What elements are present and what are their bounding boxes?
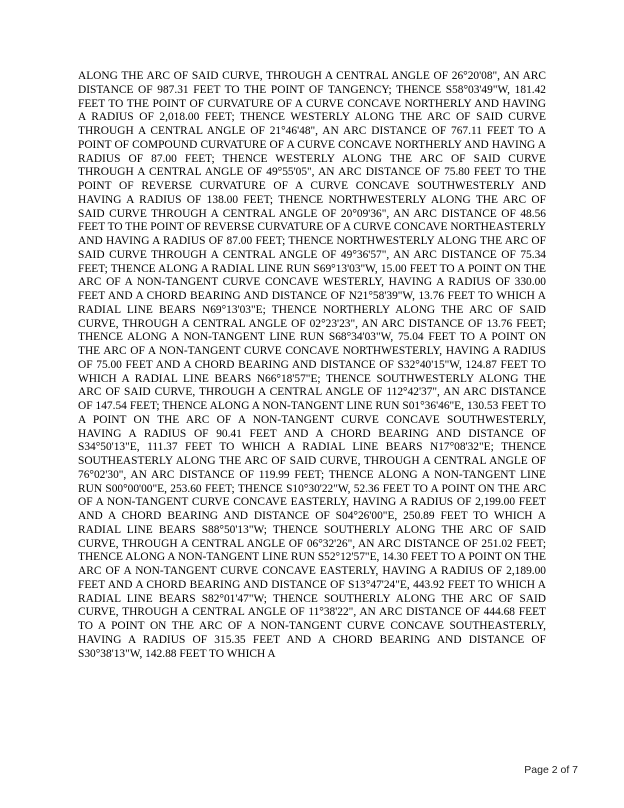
legal-description-text: ALONG THE ARC OF SAID CURVE, THROUGH A CENTRAL ANGLE OF 26°20'08", AN ARC DISTANCE OF 987.31 FEET TO THE POINT OF TANGENCY; THENCE S58°03'49"W, 181.42 FEET TO THE POINT OF CURVATURE OF A CURVE CONCAVE NORTHERLY AND HAVING A RADIUS OF 2,018.00 FEET; THENCE WESTERLY ALONG THE ARC OF SAID CURVE THROUGH A CENTRAL ANGLE OF 21°46'48", AN ARC DISTANCE OF 767.11 FEET TO A POINT OF COMPOUND CURVATURE OF A CURVE CONCAVE NORTHERLY AND HAVING A RADIUS OF 87.00 FEET; THENCE WESTERLY ALONG THE ARC OF SAID CURVE THROUGH A CENTRAL ANGLE OF 49°55'05", AN ARC DISTANCE OF 75.80 FEET TO THE POINT OF REVERSE CURVATURE OF A CURVE CONCAVE SOUTHWESTERLY AND HAVING A RADIUS OF 138.00 FEET; THENCE NORTHWESTERLY ALONG THE ARC OF SAID CURVE THROUGH A CENTRAL ANGLE OF 20°09'36", AN ARC DISTANCE OF 48.56 FEET TO THE POINT OF REVERSE CURVATURE OF A CURVE CONCAVE NORTHEASTERLY AND HAVING A RADIUS OF 87.00 FEET; THENCE NORTHWESTERLY ALONG THE ARC OF SAID CURVE THROUGH A CENTRAL ANGLE OF 49°36'57", AN ARC DISTANCE OF 75.34 FEET; THENCE ALONG A RADIAL LINE RUN S69°13'03"W, 15.00 FEET TO A POINT ON THE ARC OF A NON-TANGENT CURVE CONCAVE WESTERLY, HAVING A RADIUS OF 330.00 FEET AND A CHORD BEARING AND DISTANCE OF N21°58'39"W, 13.76 FEET TO WHICH A RADIAL LINE BEARS N69°13'03"E; THENCE NORTHERLY ALONG THE ARC OF SAID CURVE, THROUGH A CENTRAL ANGLE OF 02°23'23", AN ARC DISTANCE OF 13.76 FEET; THENCE ALONG A NON-TANGENT LINE RUN S68°34'03"W, 75.04 FEET TO A POINT ON THE ARC OF A NON-TANGENT CURVE CONCAVE NORTHWESTERLY, HAVING A RADIUS OF 75.00 FEET AND A CHORD BEARING AND DISTANCE OF S32°40'15"W, 124.87 FEET TO WHICH A RADIAL LINE BEARS N66°18'57"E; THENCE SOUTHWESTERLY ALONG THE ARC OF SAID CURVE, THROUGH A CENTRAL ANGLE OF 112°42'37", AN ARC DISTANCE OF 147.54 FEET; THENCE ALONG A NON-TANGENT LINE RUN S01°36'46"E, 130.53 FEET TO A POINT ON THE ARC OF A NON-TANGENT CURVE CONCAVE SOUTHWESTERLY, HAVING A RADIUS OF 90.41 FEET AND A CHORD BEARING AND DISTANCE OF S34°50'13"E, 111.37 FEET TO WHICH A RADIAL LINE BEARS N17°08'32"E; THENCE SOUTHEASTERLY ALONG THE ARC OF SAID CURVE, THROUGH A CENTRAL ANGLE OF 76°02'30", AN ARC DISTANCE OF 119.99 FEET; THENCE ALONG A NON-TANGENT LINE RUN S00°00'00"E, 253.60 FEET; THENCE S10°30'22"W, 52.36 FEET TO A POINT ON THE ARC OF A NON-TANGENT CURVE CONCAVE EASTERLY, HAVING A RADIUS OF 2,199.00 FEET AND A CHORD BEARING AND DISTANCE OF S04°26'00"E, 250.89 FEET TO WHICH A RADIAL LINE BEARS S88°50'13"W; THENCE SOUTHERLY ALONG THE ARC OF SAID CURVE, THROUGH A CENTRAL ANGLE OF 06°32'26", AN ARC DISTANCE OF 251.02 FEET; THENCE ALONG A NON-TANGENT LINE RUN S52°12'57"E, 14.30 FEET TO A POINT ON THE ARC OF A NON-TANGENT CURVE CONCAVE EASTERLY, HAVING A RADIUS OF 2,189.00 FEET AND A CHORD BEARING AND DISTANCE OF S13°47'24"E, 443.92 FEET TO WHICH A RADIAL LINE BEARS S82°01'47"W; THENCE SOUTHERLY ALONG THE ARC OF SAID CURVE, THROUGH A CENTRAL ANGLE OF 11°38'22", AN ARC DISTANCE OF 444.68 FEET TO A POINT ON THE ARC OF A NON-TANGENT CURVE CONCAVE SOUTHEASTERLY, HAVING A RADIUS OF 315.35 FEET AND A CHORD BEARING AND DISTANCE OF S30°38'13"W, 142.88 FEET TO WHICH A xyxy=(78,70,546,660)
page-number: Page 2 of 7 xyxy=(524,764,578,776)
